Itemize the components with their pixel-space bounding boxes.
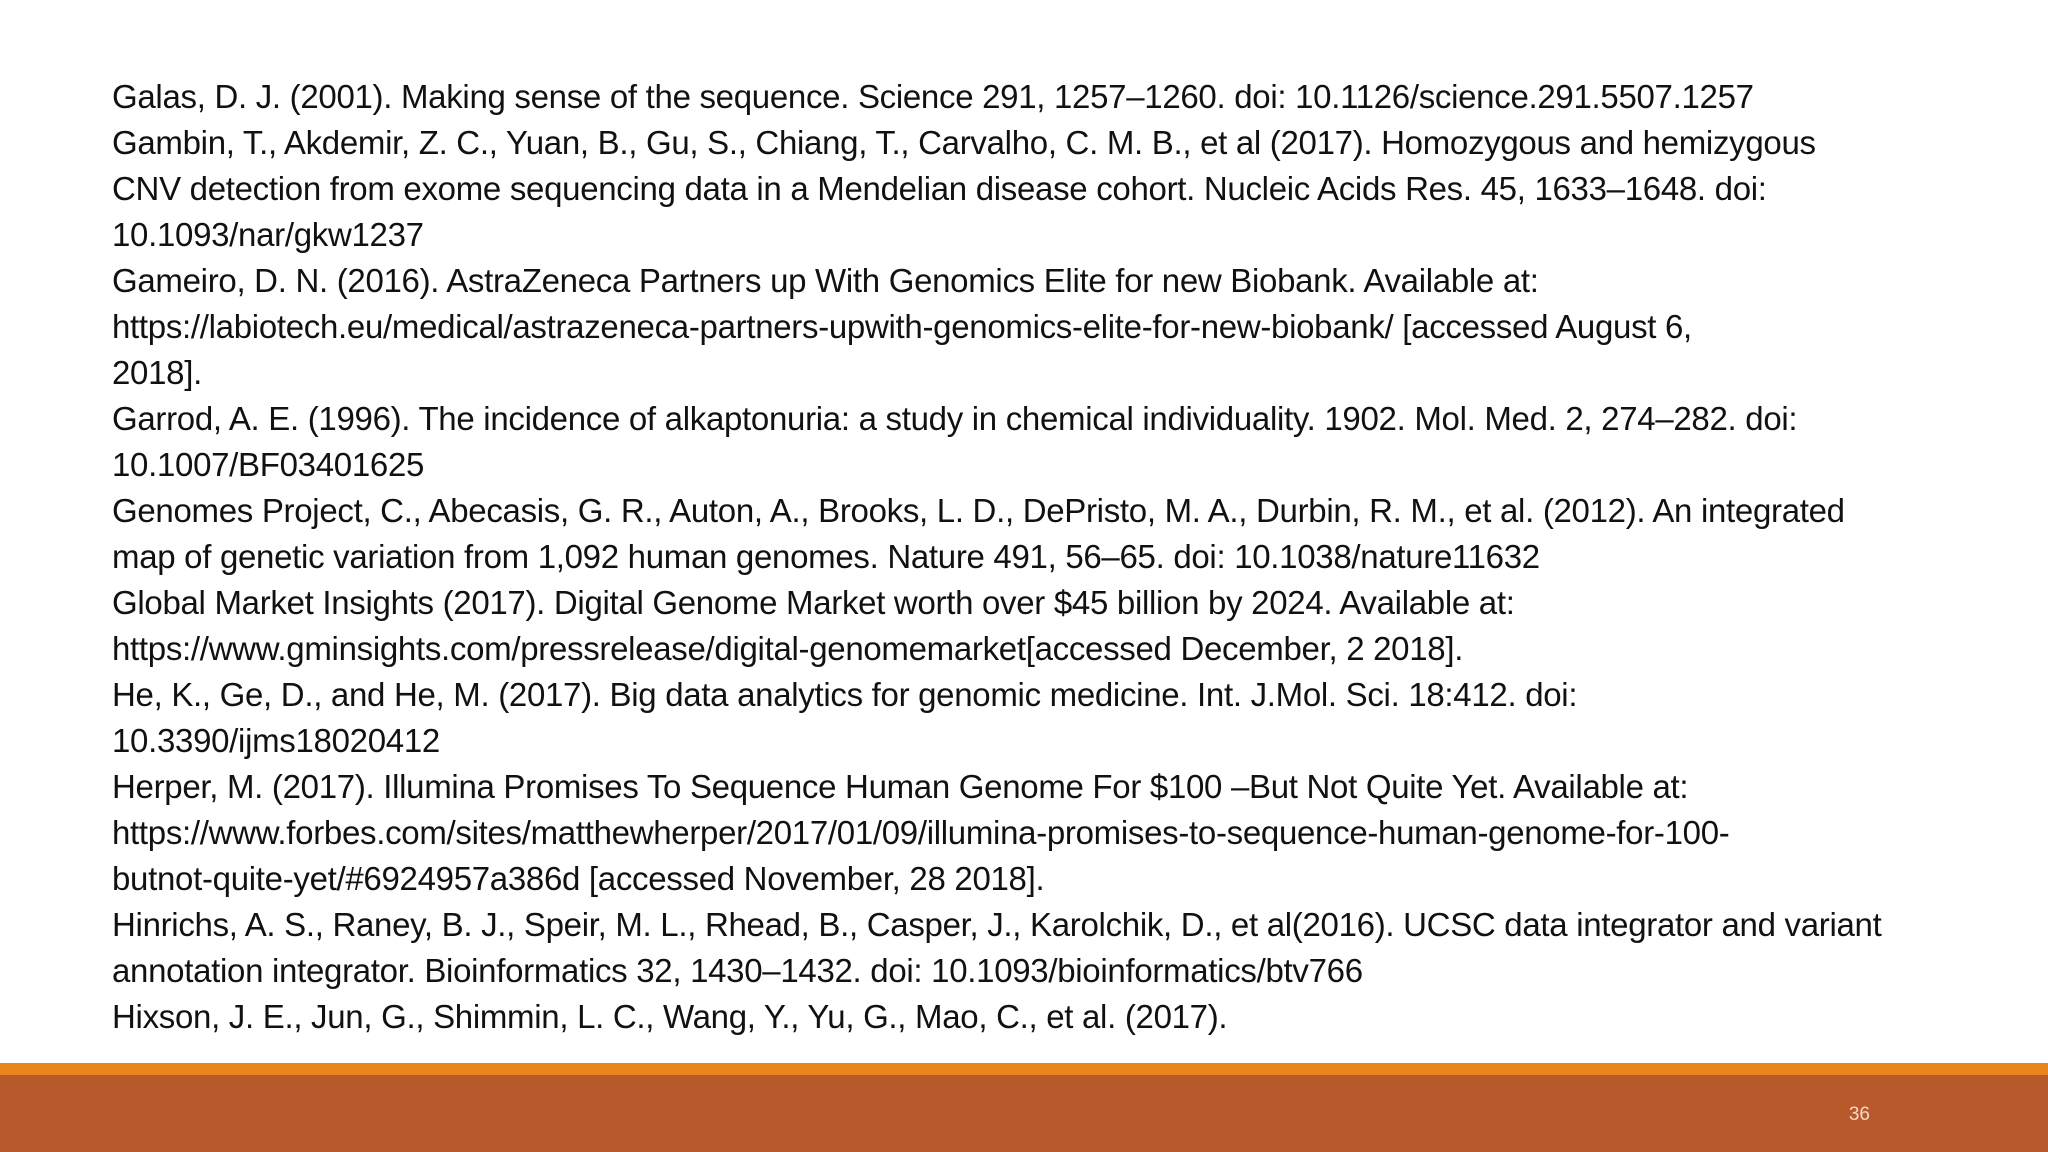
reference-entry [112,120,1972,258]
reference-line: map of genetic variation from 1,092 human genomes. Nature 491, 56–65. doi: 10.1038/nature11632 [112,538,1540,575]
reference-entry [112,580,1972,672]
reference-entry [112,258,1972,396]
reference-line: annotation integrator. Bioinformatics 32, 1430–1432. doi: 10.1093/bioinformatics/btv766 [112,952,1363,989]
reference-line: Gameiro, D. N. (2016). AstraZeneca Partners up With Genomics Elite for new Biobank. Available at: [112,262,1539,299]
reference-entry [112,672,1972,764]
reference-line: https://www.forbes.com/sites/matthewherper/2017/01/09/illumina-promises-to-sequence-human-genome-for-100- [112,814,1730,851]
reference-entry [112,994,1972,1040]
reference-entry [112,902,1972,994]
reference-entry [112,396,1972,488]
reference-line: 2018]. [112,354,202,391]
reference-entry [112,764,1972,902]
footer-accent-stripe [0,1063,2048,1075]
reference-line: Galas, D. J. (2001). Making sense of the sequence. Science 291, 1257–1260. doi: 10.1126/science.291.5507.1257 [112,78,1754,115]
reference-list [112,74,1972,1040]
page-number: 36 [1848,1104,1870,1125]
reference-line: butnot-quite-yet/#6924957a386d [accessed November, 28 2018]. [112,860,1045,897]
reference-line: Gambin, T., Akdemir, Z. C., Yuan, B., Gu, S., Chiang, T., Carvalho, C. M. B., et al (2017). Homozygous and hemizygous [112,124,1816,161]
reference-line: 10.3390/ijms18020412 [112,722,440,759]
reference-line: CNV detection from exome sequencing data in a Mendelian disease cohort. Nucleic Acids Res. 45, 1633–1648. doi: [112,170,1767,207]
reference-line: He, K., Ge, D., and He, M. (2017). Big data analytics for genomic medicine. Int. J.Mol. Sci. 18:412. doi: [112,676,1578,713]
reference-line: Global Market Insights (2017). Digital Genome Market worth over $45 billion by 2024. Available at: [112,584,1515,621]
reference-line: Herper, M. (2017). Illumina Promises To Sequence Human Genome For $100 –But Not Quite Yet. Available at: [112,768,1689,805]
reference-line: https://labiotech.eu/medical/astrazeneca-partners-upwith-genomics-elite-for-new-biobank/ [accessed August 6, [112,308,1692,345]
reference-line: https://www.gminsights.com/pressrelease/digital-genomemarket[accessed December, 2 2018]. [112,630,1464,667]
reference-line: 10.1093/nar/gkw1237 [112,216,424,253]
reference-entry [112,488,1972,580]
reference-line: Genomes Project, C., Abecasis, G. R., Auton, A., Brooks, L. D., DePristo, M. A., Durbin, R. M., et al. (2012). An integrated [112,492,1845,529]
reference-entry [112,74,1972,120]
reference-line: Hinrichs, A. S., Raney, B. J., Speir, M. L., Rhead, B., Casper, J., Karolchik, D., et al(2016). UCSC data integrator and variant [112,906,1882,943]
reference-line: Garrod, A. E. (1996). The incidence of alkaptonuria: a study in chemical individuality. 1902. Mol. Med. 2, 274–282. doi: [112,400,1798,437]
reference-line: 10.1007/BF03401625 [112,446,425,483]
footer-bar [0,1075,2048,1152]
reference-line: Hixson, J. E., Jun, G., Shimmin, L. C., Wang, Y., Yu, G., Mao, C., et al. (2017). [112,998,1228,1035]
